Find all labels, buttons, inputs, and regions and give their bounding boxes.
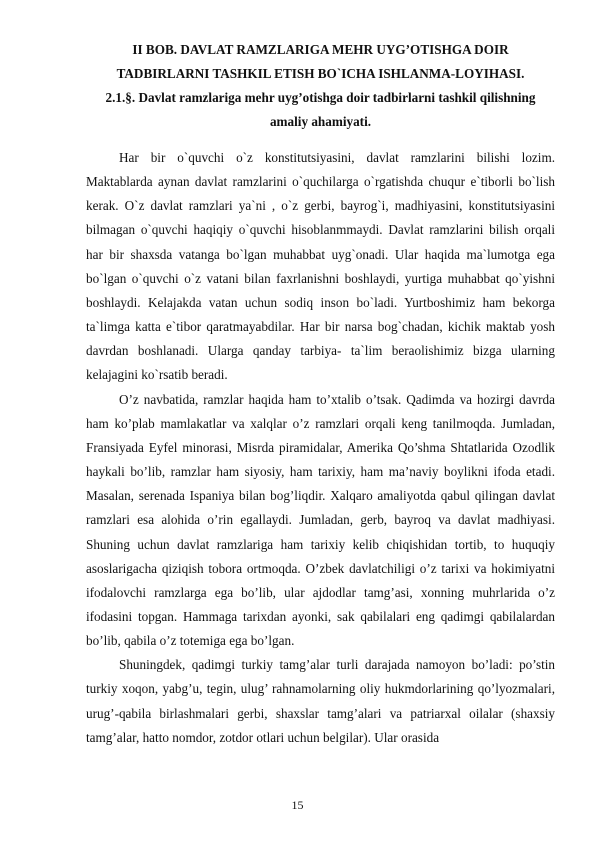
page-number: 15 <box>291 798 304 812</box>
chapter-title-line-2: TADBIRLARNI TASHKIL ETISH BO`ICHA ISHLANMA-LOYIHASI. <box>116 66 525 81</box>
paragraph: Shuningdek, qadimgi turkiy tamg’alar turli darajada namoyon bo’ladi: po’stin turkiy xoqon, yabg’u, tegin, ulug’ rahnamolarning oliy hukmdorlarining qo’lyozmalari, urug’-qabila birlashmalari gerbi, shaxslar tamg’alari va patriarxal oilalar (shaxsiy tamg’alar, hatto nomdor, zotdor otlari uchun belgilar). Ular orasida <box>86 657 555 745</box>
section-heading <box>86 38 555 134</box>
section-title-line-1: 2.1.§. Davlat ramzlariga mehr uyg’otishga doir tadbirlarni tashkil qilishning <box>105 90 536 105</box>
paragraph: Har bir o`quvchi o`z konstitutsiyasini, davlat ramzlarini bilishi lozim. Maktablarda aynan davlat ramzlarini o`quchilarga o`rgatishda chuqur e`tiborli bo`lish kerak. O`z davlat ramzlari ya`ni , o`z gerbi, bayrog`i, madhiyasini, konstitutsiyasini bilmagan o`quvchi haqiqiy o`quvchi hisoblanmmaydi. Davlat ramzlarini bilish orqali har bir shaxsda vatanga bo`lgan muhabbat uyg`onadi. Ular haqida ma`lumotga ega bo`lgan o`quvchi o`z vatani bilan faxrlanishni boshlaydi, yurtiga muhabbat qo`yishni boshlaydi. Kelajakda vatan uchun sodiq inson bo`ladi. Yurtboshimiz ham bekorga ta`limga katta e`tibor qaratmayabdilar. Har bir narsa bog`chadan, kichik maktab yosh davrdan boshlanadi. Ularga qanday tarbiya- ta`lim beraolishimiz bizga ularning kelajagini ko`rsatib beradi. <box>86 150 555 383</box>
section-title-line-2: amaliy ahamiyati. <box>269 114 372 129</box>
body-text <box>86 146 555 750</box>
chapter-title-line-1: II BOB. DAVLAT RAMZLARIGA MEHR UYG’OTISHGA DOIR <box>132 42 509 57</box>
paragraph: O’z navbatida, ramzlar haqida ham to’xtalib o’tsak. Qadimda va hozirgi davrda ham ko’plab mamlakatlar va xalqlar o’z ramzlari orqali keng tanilmoqda. Jumladan, Fransiyada Eyfel minorasi, Misrda piramidalar, Amerika Qo’shma Shtatlarida Ozodlik haykali bo’lib, ramzlar ham siyosiy, ham tarixiy, ham ma’naviy boylikni ifoda etadi. Masalan, serenada Ispaniya bilan bog’liqdir. Xalqaro amaliyotda qabul qilingan davlat ramzlari esa alohida o’rin egallaydi. Jumladan, gerb, bayroq va davlat madhiyasi. Shuning uchun davlat ramzlariga ham tarixiy kelib chiqishidan tortib, to huquqiy asoslarigacha qiziqish tobora ortmoqda. O’zbek davlatchiligi o’z tarixi va hokimiyatni ifodalovchi ramzlarga ega bo’lib, ular ajdodlar tamg’asi, xonning muhrlarida o’z ifodasini topgan. Hammaga tarixdan ayonki, sak qabilalari eng qadimgi qabilalardan bo’lib, qabila o’z totemiga ega bo’lgan. <box>86 391 555 649</box>
